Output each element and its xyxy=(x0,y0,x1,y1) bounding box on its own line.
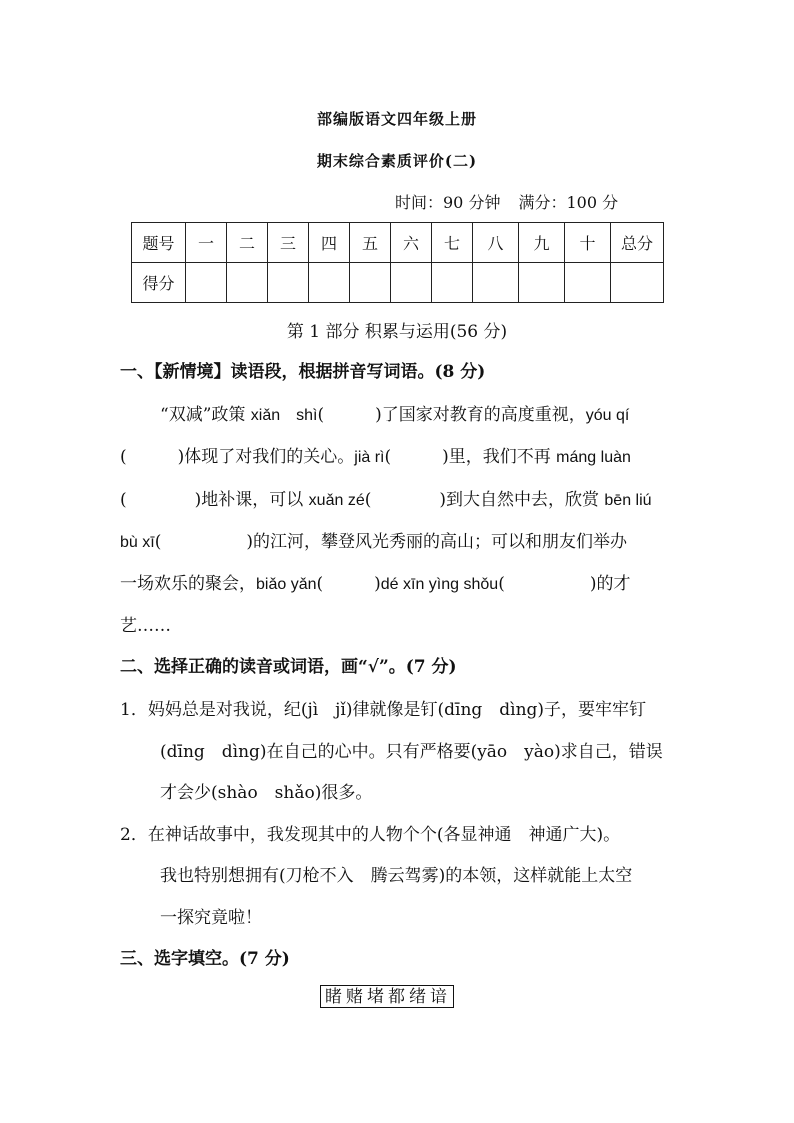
question-line: 一探究竟啦！ xyxy=(160,908,262,928)
pinyin: xiǎn shì xyxy=(250,407,318,424)
blank-text[interactable]: ( )的才 xyxy=(498,574,631,594)
section1-heading xyxy=(120,357,485,382)
text: 艺…… xyxy=(120,616,171,636)
score-table-score-row xyxy=(132,263,664,303)
paragraph-line xyxy=(120,569,630,594)
blank-text[interactable]: ( )到大自然中去，欣赏 xyxy=(364,490,605,510)
score-table-cell: 得分 xyxy=(132,263,186,303)
score-table-cell: 八 xyxy=(473,223,519,263)
pinyin: máng luàn xyxy=(556,449,631,466)
score-table-cell: 四 xyxy=(309,223,350,263)
score-table-cell: 三 xyxy=(268,223,309,263)
score-table-cell: 二 xyxy=(227,223,268,263)
score-table-header-row xyxy=(132,223,664,263)
blank-text[interactable]: ( )里，我们不再 xyxy=(384,447,557,467)
paragraph-line xyxy=(120,485,652,510)
score-input-cell[interactable] xyxy=(186,263,227,303)
score-table-cell: 总分 xyxy=(611,223,664,263)
full-score: 满分：100 分 xyxy=(518,193,619,212)
score-input-cell[interactable] xyxy=(309,263,350,303)
score-input-cell[interactable] xyxy=(565,263,611,303)
score-table-cell: 一 xyxy=(186,223,227,263)
score-input-cell[interactable] xyxy=(227,263,268,303)
blank-text[interactable]: ( )体现了对我们的关心。 xyxy=(120,447,355,467)
text: 一场欢乐的聚会， xyxy=(120,574,256,594)
paragraph-line xyxy=(120,527,627,552)
section3-heading: 三、选字填空。(7 分) xyxy=(120,949,290,969)
paragraph-line xyxy=(120,611,171,636)
score-input-cell[interactable] xyxy=(611,263,664,303)
blank-text[interactable]: ( )地补课，可以 xyxy=(120,490,309,510)
score-input-cell[interactable] xyxy=(391,263,432,303)
section1-tag: 【新情境】 xyxy=(154,362,231,382)
score-table-cell: 六 xyxy=(391,223,432,263)
character-choices-box: 睹赌堵都绪谙 xyxy=(320,985,454,1008)
section1-number: 一、 xyxy=(120,362,154,382)
pinyin: bù xī xyxy=(120,534,155,551)
exam-info xyxy=(395,190,636,213)
score-input-cell[interactable] xyxy=(473,263,519,303)
score-table-cell: 题号 xyxy=(132,223,186,263)
score-table-cell: 七 xyxy=(432,223,473,263)
score-table xyxy=(131,222,664,303)
time-limit: 时间：90 分钟 xyxy=(395,193,501,212)
blank-text[interactable]: ( )的江河，攀登风光秀丽的高山；可以和朋友们举办 xyxy=(154,532,627,552)
pinyin: yóu qí xyxy=(585,407,630,424)
section1-title: 读语段，根据拼音写词语。(8 分) xyxy=(230,362,486,382)
question-line[interactable]: 2．在神话故事中，我发现其中的人物个个(各显神通 神通广大)。 xyxy=(120,825,621,845)
text: “双减”政策 xyxy=(160,405,251,425)
score-input-cell[interactable] xyxy=(432,263,473,303)
pinyin: bēn liú xyxy=(604,492,652,509)
pinyin: dé xīn yìng shǒu xyxy=(380,576,499,593)
paragraph-line xyxy=(160,400,629,425)
pinyin: xuǎn zé xyxy=(308,492,365,509)
score-table-cell: 五 xyxy=(350,223,391,263)
document-subtitle: 期末综合素质评价(二) xyxy=(316,152,478,170)
section2-heading: 二、选择正确的读音或词语，画“√”。(7 分) xyxy=(120,657,457,677)
part-heading: 第 1 部分 积累与运用(56 分) xyxy=(286,322,508,342)
question-line[interactable]: 1．妈妈总是对我说，纪(jì jǐ)律就像是钉(dīng dìng)子，要牢牢钉 xyxy=(120,700,647,720)
score-input-cell[interactable] xyxy=(519,263,565,303)
score-input-cell[interactable] xyxy=(268,263,309,303)
pinyin: biǎo yǎn xyxy=(256,576,317,593)
question-line[interactable]: (dīng dìng)在自己的心中。只有严格要(yāo yào)求自己，错误 xyxy=(160,742,663,762)
pinyin: jià rì xyxy=(354,449,385,466)
score-table-cell: 九 xyxy=(519,223,565,263)
question-line[interactable]: 我也特别想拥有(刀枪不入 腾云驾雾)的本领，这样就能上太空 xyxy=(160,866,633,886)
document-title: 部编版语文四年级上册 xyxy=(316,110,477,128)
score-table-cell: 十 xyxy=(565,223,611,263)
question-line[interactable]: 才会少(shào shǎo)很多。 xyxy=(160,783,373,803)
score-input-cell[interactable] xyxy=(350,263,391,303)
paragraph-line xyxy=(120,442,631,467)
blank-text[interactable]: ( ) xyxy=(316,574,381,594)
blank-text[interactable]: ( )了国家对教育的高度重视， xyxy=(317,405,586,425)
